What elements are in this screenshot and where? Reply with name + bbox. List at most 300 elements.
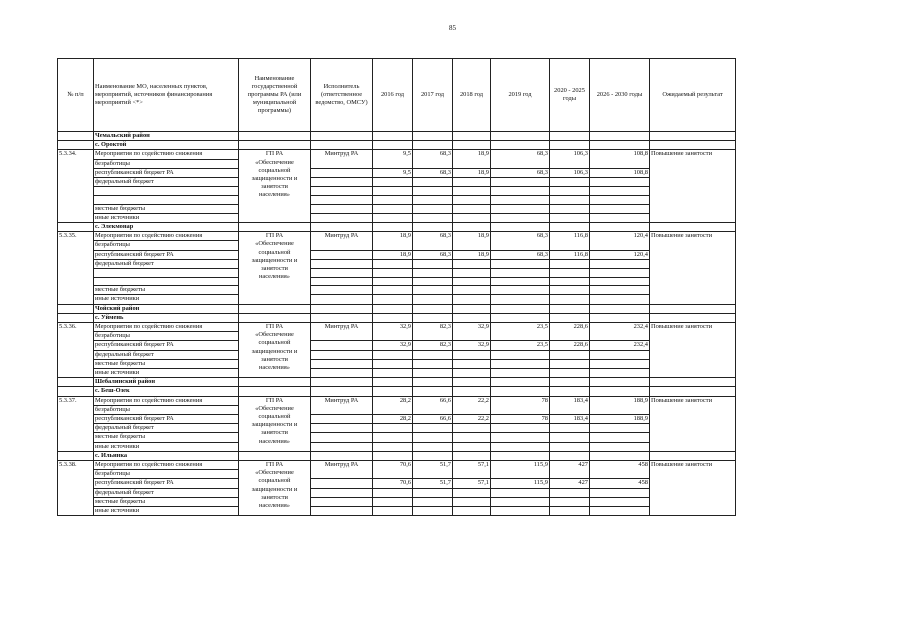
measure-text: безработицы: [94, 470, 239, 479]
republic-value: 106,3: [550, 168, 590, 177]
empty-cell: [413, 451, 453, 460]
empty-cell: [373, 195, 413, 204]
empty-cell: [491, 213, 550, 222]
empty-cell: [650, 451, 736, 460]
empty-cell: [311, 369, 373, 378]
table-row: [58, 341, 736, 350]
empty-cell: [94, 195, 239, 204]
empty-cell: [453, 359, 491, 368]
empty-cell: [590, 141, 650, 150]
total-value: 18,9: [453, 150, 491, 168]
item-number: 5.3.38.: [58, 461, 94, 516]
table-row: [58, 187, 736, 196]
total-value: 18,9: [453, 232, 491, 250]
empty-cell: [311, 359, 373, 368]
header-name: Наименование МО, населенных пунктов, мероприятий, источников финансирования мероприятий <*>: [94, 59, 239, 132]
source-federal: федеральный бюджет: [94, 424, 239, 433]
empty-cell: [311, 250, 373, 259]
empty-cell: [311, 259, 373, 268]
table-row: [58, 168, 736, 177]
total-value: 68,3: [413, 150, 453, 168]
total-value: 116,8: [550, 232, 590, 250]
total-value: 22,2: [453, 396, 491, 414]
source-local: местные бюджеты: [94, 359, 239, 368]
empty-cell: [550, 277, 590, 286]
empty-cell: [550, 304, 590, 313]
republic-value: 9,5: [373, 168, 413, 177]
republic-value: 32,9: [373, 341, 413, 350]
program-line: ГП РА: [265, 232, 284, 240]
empty-cell: [58, 451, 94, 460]
header-2017: 2017 год: [413, 59, 453, 132]
header-result: Ожидаемый результат: [650, 59, 736, 132]
table-row: [58, 378, 736, 387]
program-line: социальной: [258, 248, 291, 256]
empty-cell: [590, 488, 650, 497]
empty-cell: [413, 213, 453, 222]
empty-cell: [453, 187, 491, 196]
total-value: 66,6: [413, 396, 453, 414]
empty-cell: [311, 442, 373, 451]
measure-text: Мероприятия по содействию снижения: [94, 150, 239, 159]
table-row: [58, 259, 736, 268]
program-line: занятости: [261, 493, 288, 501]
empty-cell: [373, 178, 413, 187]
empty-cell: [491, 497, 550, 506]
program-line: социальной: [258, 477, 291, 485]
executor: Минтруд РА: [311, 232, 373, 250]
empty-cell: [58, 304, 94, 313]
empty-cell: [413, 295, 453, 304]
republic-value: 458: [590, 479, 650, 488]
total-value: 82,3: [413, 323, 453, 341]
empty-cell: [239, 313, 311, 322]
total-value: 106,3: [550, 150, 590, 168]
empty-cell: [650, 378, 736, 387]
place-name: с. Ороктой: [94, 141, 239, 150]
republic-value: 108,8: [590, 168, 650, 177]
empty-cell: [491, 424, 550, 433]
empty-cell: [453, 277, 491, 286]
empty-cell: [453, 497, 491, 506]
empty-cell: [590, 222, 650, 231]
empty-cell: [491, 268, 550, 277]
table-row: [58, 304, 736, 313]
source-other: иные источники: [94, 507, 239, 516]
empty-cell: [491, 387, 550, 396]
table-row: [58, 415, 736, 424]
empty-cell: [373, 488, 413, 497]
measure-text: Мероприятия по содействию снижения: [94, 232, 239, 241]
empty-cell: [373, 132, 413, 141]
source-other: иные источники: [94, 442, 239, 451]
total-value: 68,3: [491, 150, 550, 168]
empty-cell: [413, 424, 453, 433]
table-row: [58, 286, 736, 295]
total-value: 183,4: [550, 396, 590, 414]
empty-cell: [453, 424, 491, 433]
empty-cell: [311, 304, 373, 313]
empty-cell: [413, 204, 453, 213]
empty-cell: [413, 178, 453, 187]
republic-value: 32,9: [453, 341, 491, 350]
empty-cell: [550, 488, 590, 497]
empty-cell: [413, 313, 453, 322]
program-line: «Обеспечение: [255, 404, 294, 412]
empty-cell: [453, 268, 491, 277]
empty-cell: [373, 387, 413, 396]
source-local: местные бюджеты: [94, 286, 239, 295]
empty-cell: [373, 369, 413, 378]
table-row: [58, 195, 736, 204]
republic-value: 68,3: [413, 250, 453, 259]
program-line: социальной: [258, 413, 291, 421]
item-number: 5.3.34.: [58, 150, 94, 223]
empty-cell: [413, 222, 453, 231]
republic-value: 18,9: [453, 168, 491, 177]
program-line: «Обеспечение: [255, 469, 294, 477]
total-value: 70,6: [373, 461, 413, 479]
total-value: 32,9: [373, 323, 413, 341]
empty-cell: [550, 350, 590, 359]
total-value: 427: [550, 461, 590, 479]
empty-cell: [58, 141, 94, 150]
measure-text: Мероприятия по содействию снижения: [94, 323, 239, 332]
measure-text: безработицы: [94, 405, 239, 414]
empty-cell: [58, 387, 94, 396]
republic-value: 183,4: [550, 415, 590, 424]
measure-text: Мероприятия по содействию снижения: [94, 396, 239, 405]
total-value: 68,3: [491, 232, 550, 250]
empty-cell: [413, 187, 453, 196]
program-line: «Обеспечение: [255, 158, 294, 166]
program-line: населения»: [258, 364, 290, 372]
item-number: 5.3.37.: [58, 396, 94, 451]
empty-cell: [373, 213, 413, 222]
program-line: защищенности и: [251, 175, 298, 183]
program-line: «Обеспечение: [255, 331, 294, 339]
empty-cell: [58, 378, 94, 387]
empty-cell: [311, 168, 373, 177]
empty-cell: [311, 507, 373, 516]
empty-cell: [590, 195, 650, 204]
empty-cell: [373, 451, 413, 460]
empty-cell: [373, 277, 413, 286]
empty-cell: [453, 387, 491, 396]
empty-cell: [373, 507, 413, 516]
table-row: [58, 141, 736, 150]
empty-cell: [491, 442, 550, 451]
program-line: социальной: [258, 166, 291, 174]
empty-cell: [590, 442, 650, 451]
empty-cell: [413, 359, 453, 368]
empty-cell: [453, 195, 491, 204]
empty-cell: [311, 350, 373, 359]
empty-cell: [550, 259, 590, 268]
republic-value: 57,1: [453, 479, 491, 488]
table-row: [58, 323, 736, 332]
program-line: защищенности и: [251, 256, 298, 264]
empty-cell: [650, 222, 736, 231]
source-republic: республиканский бюджет РА: [94, 341, 239, 350]
empty-cell: [550, 195, 590, 204]
empty-cell: [373, 442, 413, 451]
empty-cell: [590, 132, 650, 141]
empty-cell: [373, 259, 413, 268]
empty-cell: [550, 295, 590, 304]
empty-cell: [58, 313, 94, 322]
empty-cell: [413, 304, 453, 313]
table-row: [58, 507, 736, 516]
empty-cell: [311, 178, 373, 187]
empty-cell: [373, 204, 413, 213]
program-line: ГП РА: [265, 150, 284, 158]
header-program: Наименование государственной программы РА (или муниципальной программы): [239, 59, 311, 132]
empty-cell: [650, 141, 736, 150]
empty-cell: [590, 178, 650, 187]
table-row: [58, 359, 736, 368]
empty-cell: [453, 132, 491, 141]
program-name: [239, 396, 311, 451]
total-value: 57,1: [453, 461, 491, 479]
republic-value: 82,3: [413, 341, 453, 350]
republic-value: 18,9: [453, 250, 491, 259]
empty-cell: [491, 359, 550, 368]
republic-value: 120,4: [590, 250, 650, 259]
executor: Минтруд РА: [311, 396, 373, 414]
empty-cell: [453, 213, 491, 222]
empty-cell: [590, 213, 650, 222]
empty-cell: [311, 415, 373, 424]
table-row: [58, 387, 736, 396]
empty-cell: [590, 369, 650, 378]
empty-cell: [413, 387, 453, 396]
table-row: [58, 433, 736, 442]
empty-cell: [590, 451, 650, 460]
table-row: [58, 150, 736, 159]
empty-cell: [550, 204, 590, 213]
empty-cell: [239, 378, 311, 387]
empty-cell: [239, 451, 311, 460]
empty-cell: [373, 304, 413, 313]
empty-cell: [413, 507, 453, 516]
empty-cell: [239, 141, 311, 150]
empty-cell: [550, 359, 590, 368]
empty-cell: [453, 451, 491, 460]
table-row: [58, 213, 736, 222]
empty-cell: [550, 222, 590, 231]
source-local: местные бюджеты: [94, 204, 239, 213]
empty-cell: [491, 451, 550, 460]
empty-cell: [311, 488, 373, 497]
total-value: 115,9: [491, 461, 550, 479]
header-executor: Исполнитель (ответственное ведомство, ОМСУ): [311, 59, 373, 132]
republic-value: 68,3: [413, 168, 453, 177]
program-line: защищенности и: [251, 347, 298, 355]
empty-cell: [311, 132, 373, 141]
empty-cell: [491, 313, 550, 322]
empty-cell: [311, 295, 373, 304]
empty-cell: [453, 141, 491, 150]
program-name: [239, 232, 311, 305]
item-number: 5.3.36.: [58, 323, 94, 378]
republic-value: 68,3: [491, 250, 550, 259]
empty-cell: [491, 195, 550, 204]
empty-cell: [239, 132, 311, 141]
empty-cell: [373, 222, 413, 231]
total-value: 188,9: [590, 396, 650, 414]
measure-text: безработицы: [94, 159, 239, 168]
empty-cell: [550, 178, 590, 187]
empty-cell: [590, 313, 650, 322]
empty-cell: [311, 286, 373, 295]
empty-cell: [590, 433, 650, 442]
table-row: [58, 461, 736, 470]
table-row: [58, 479, 736, 488]
expected-result: Повышение занятости: [650, 396, 736, 451]
place-name: с. Ильинка: [94, 451, 239, 460]
empty-cell: [311, 277, 373, 286]
empty-cell: [413, 195, 453, 204]
empty-cell: [550, 378, 590, 387]
table-row: [58, 442, 736, 451]
empty-cell: [413, 141, 453, 150]
empty-cell: [413, 132, 453, 141]
empty-cell: [311, 268, 373, 277]
empty-cell: [590, 304, 650, 313]
empty-cell: [550, 213, 590, 222]
empty-cell: [550, 387, 590, 396]
empty-cell: [491, 286, 550, 295]
empty-cell: [650, 132, 736, 141]
table-row: [58, 178, 736, 187]
program-line: ГП РА: [265, 396, 284, 404]
empty-cell: [311, 497, 373, 506]
empty-cell: [94, 277, 239, 286]
empty-cell: [491, 378, 550, 387]
table-body: [58, 132, 736, 516]
empty-cell: [453, 286, 491, 295]
empty-cell: [491, 178, 550, 187]
empty-cell: [311, 222, 373, 231]
republic-value: 28,2: [373, 415, 413, 424]
republic-value: 228,6: [550, 341, 590, 350]
executor: Минтруд РА: [311, 461, 373, 479]
total-value: 68,3: [413, 232, 453, 250]
empty-cell: [590, 259, 650, 268]
empty-cell: [311, 341, 373, 350]
source-federal: федеральный бюджет: [94, 350, 239, 359]
empty-cell: [453, 433, 491, 442]
total-value: 458: [590, 461, 650, 479]
empty-cell: [590, 286, 650, 295]
source-other: иные источники: [94, 213, 239, 222]
empty-cell: [550, 286, 590, 295]
empty-cell: [453, 507, 491, 516]
empty-cell: [413, 378, 453, 387]
empty-cell: [58, 222, 94, 231]
program-line: населения»: [258, 191, 290, 199]
empty-cell: [413, 350, 453, 359]
header-2016: 2016 год: [373, 59, 413, 132]
total-value: 228,6: [550, 323, 590, 341]
empty-cell: [550, 141, 590, 150]
table-row: [58, 369, 736, 378]
empty-cell: [453, 313, 491, 322]
empty-cell: [239, 387, 311, 396]
republic-value: 232,4: [590, 341, 650, 350]
republic-value: 23,5: [491, 341, 550, 350]
empty-cell: [311, 378, 373, 387]
total-value: 32,9: [453, 323, 491, 341]
empty-cell: [239, 304, 311, 313]
program-line: занятости: [261, 264, 288, 272]
source-republic: республиканский бюджет РА: [94, 479, 239, 488]
total-value: 232,4: [590, 323, 650, 341]
header-2026-2030: 2026 - 2030 годы: [590, 59, 650, 132]
program-line: занятости: [261, 355, 288, 363]
expected-result: Повышение занятости: [650, 461, 736, 516]
empty-cell: [373, 433, 413, 442]
empty-cell: [590, 424, 650, 433]
empty-cell: [550, 132, 590, 141]
table-row: [58, 204, 736, 213]
empty-cell: [491, 277, 550, 286]
table-row: [58, 232, 736, 241]
empty-cell: [413, 433, 453, 442]
program-line: ГП РА: [265, 461, 284, 469]
empty-cell: [453, 442, 491, 451]
republic-value: 22,2: [453, 415, 491, 424]
empty-cell: [311, 479, 373, 488]
district-name: Шебалинский район: [94, 378, 239, 387]
program-name: [239, 150, 311, 223]
total-value: 108,8: [590, 150, 650, 168]
republic-value: 66,6: [413, 415, 453, 424]
total-value: 120,4: [590, 232, 650, 250]
empty-cell: [453, 295, 491, 304]
program-name: [239, 461, 311, 516]
empty-cell: [453, 369, 491, 378]
total-value: 51,7: [413, 461, 453, 479]
empty-cell: [590, 378, 650, 387]
empty-cell: [413, 488, 453, 497]
republic-value: 427: [550, 479, 590, 488]
republic-value: 51,7: [413, 479, 453, 488]
republic-value: 115,9: [491, 479, 550, 488]
measure-text: безработицы: [94, 332, 239, 341]
empty-cell: [413, 268, 453, 277]
empty-cell: [453, 304, 491, 313]
source-republic: республиканский бюджет РА: [94, 415, 239, 424]
empty-cell: [413, 259, 453, 268]
empty-cell: [491, 132, 550, 141]
table-row: [58, 350, 736, 359]
empty-cell: [311, 424, 373, 433]
program-line: защищенности и: [251, 421, 298, 429]
program-line: ГП РА: [265, 323, 284, 331]
empty-cell: [413, 369, 453, 378]
empty-cell: [373, 286, 413, 295]
total-value: 9,5: [373, 150, 413, 168]
empty-cell: [650, 304, 736, 313]
empty-cell: [453, 178, 491, 187]
table-row: [58, 488, 736, 497]
empty-cell: [550, 424, 590, 433]
empty-cell: [453, 488, 491, 497]
table-row: [58, 424, 736, 433]
program-name: [239, 323, 311, 378]
